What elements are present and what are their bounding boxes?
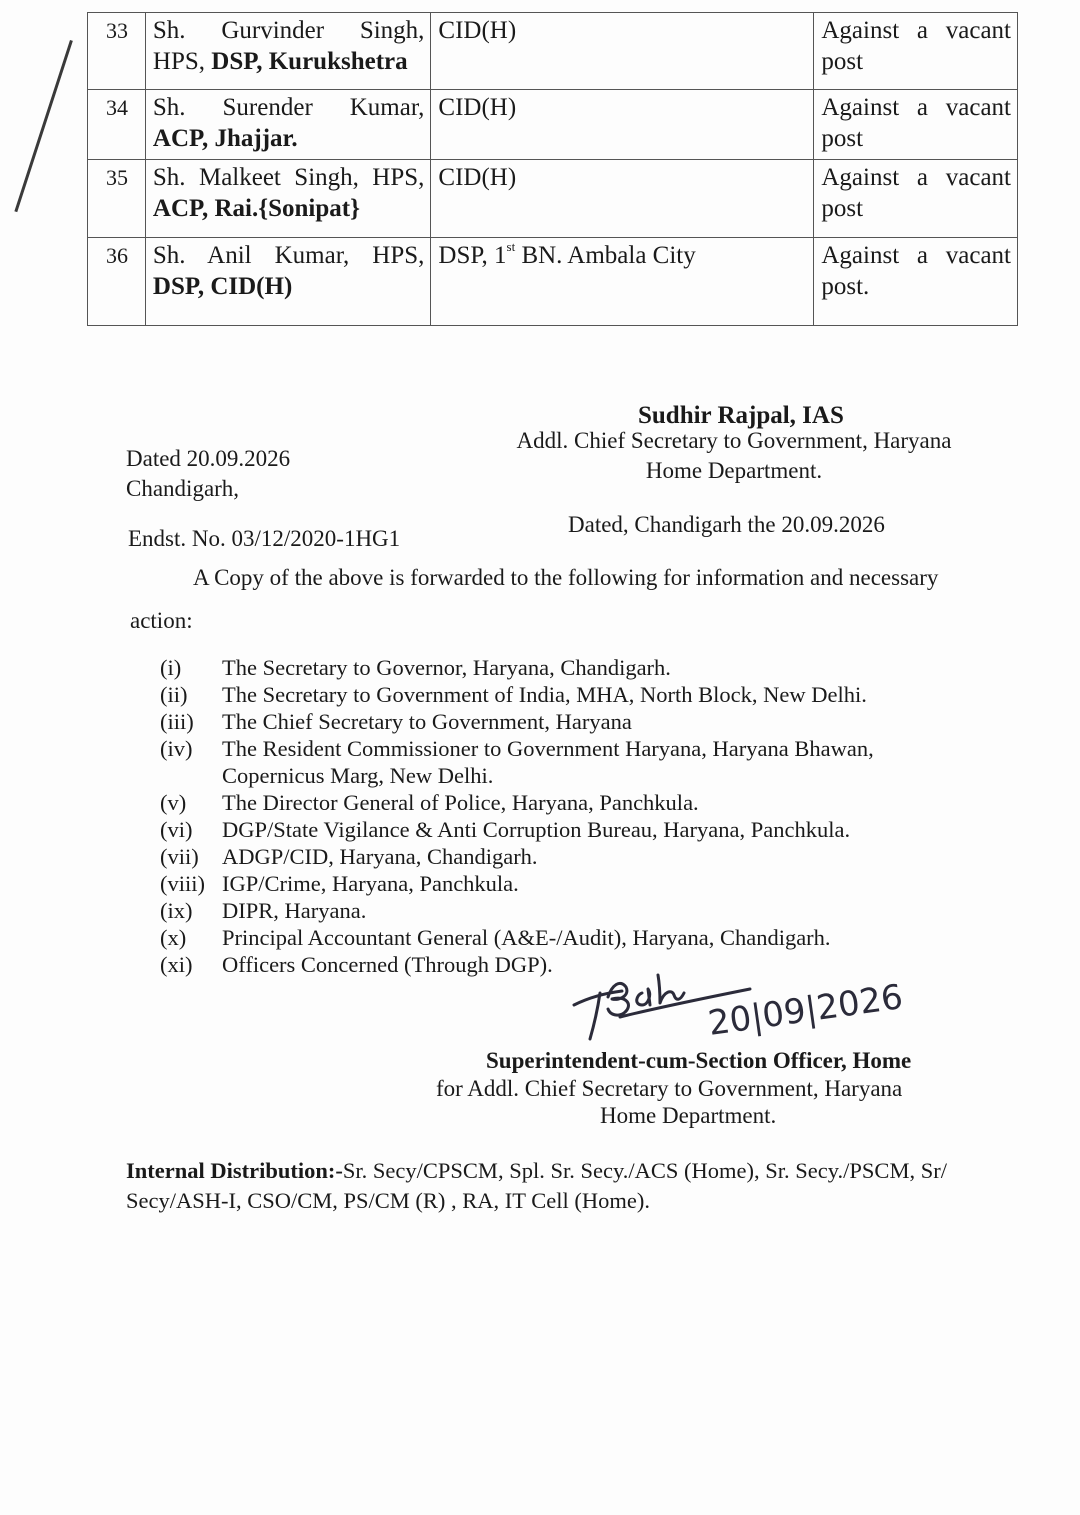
- new-posting-ordinal: st: [506, 239, 516, 254]
- remarks-line2: post.: [821, 273, 870, 300]
- recipient-item: [160, 681, 920, 708]
- recipient-number: (x): [160, 925, 187, 950]
- recipient-text: Principal Accountant General (A&E-/Audit), Haryana, Chandigarh.: [222, 925, 831, 950]
- officer-name: Sh. Surender Kumar,: [152, 94, 425, 121]
- remarks-cell: [814, 160, 1018, 238]
- dated-block: [126, 444, 290, 504]
- internal-distribution: [126, 1156, 958, 1216]
- postings-table: [87, 12, 1018, 326]
- recipient-item: [160, 708, 920, 735]
- remarks-cell: [814, 238, 1018, 326]
- serial-number: 35: [105, 165, 128, 190]
- recipient-number: (xi): [160, 952, 193, 977]
- recipient-text: IGP/Crime, Haryana, Panchkula.: [222, 871, 519, 896]
- table-row: [88, 90, 1018, 160]
- recipient-item: [160, 897, 920, 924]
- section-officer-for-line: for Addl. Chief Secretary to Government, Haryana: [436, 1076, 903, 1101]
- recipient-number: (v): [160, 790, 187, 815]
- recipient-item: [160, 654, 920, 681]
- copy-forward-line: A Copy of the above is forwarded to the following for information and necessary: [193, 565, 939, 590]
- section-officer-title: Superintendent-cum-Section Officer, Home: [486, 1048, 912, 1073]
- handwritten-signature: [560, 935, 980, 1050]
- dated-line: Dated 20.09.2026: [126, 446, 291, 471]
- recipient-number: (ii): [160, 682, 188, 707]
- recipient-number: (ix): [160, 898, 193, 923]
- new-posting-cell: [431, 90, 814, 160]
- internal-distribution-text: Sr. Secy/CPSCM, Spl. Sr. Secy./ACS (Home), Sr. Secy./PSCM, Sr/ Secy/ASH-I, CSO/CM, PS/CM (R) , RA, IT Cell (Home).: [126, 1158, 947, 1213]
- serial-number: 33: [105, 18, 128, 43]
- officer-name-cell: [145, 160, 431, 238]
- officer-name: Sh. Malkeet Singh, HPS,: [152, 164, 425, 191]
- recipient-item: [160, 843, 920, 870]
- remarks-line2: post: [821, 48, 864, 75]
- recipient-list: [160, 654, 920, 978]
- recipient-number: (iv): [160, 736, 193, 761]
- recipient-text: DIPR, Haryana.: [222, 898, 367, 923]
- recipient-text: The Chief Secretary to Government, Haryana: [222, 709, 632, 734]
- table-row: [88, 13, 1018, 90]
- serial-number-cell: [88, 160, 146, 238]
- new-posting: CID(H): [438, 17, 517, 44]
- signatory-title-line2: Home Department.: [645, 458, 823, 483]
- officer-service: HPS,: [152, 48, 212, 75]
- new-posting: DSP, 1: [438, 242, 507, 269]
- officer-name-cell: [145, 13, 431, 90]
- recipient-item: [160, 870, 920, 897]
- new-posting-rest: BN. Ambala City: [515, 242, 696, 269]
- place-line: Chandigarh,: [126, 476, 240, 501]
- recipient-number: (vi): [160, 817, 193, 842]
- officer-current-posting: DSP, CID(H): [152, 273, 293, 300]
- remarks-cell: [814, 13, 1018, 90]
- recipient-number: (vii): [160, 844, 199, 869]
- serial-number: 36: [105, 243, 128, 268]
- remarks-line2: post: [821, 195, 864, 222]
- remarks-line1: Against a vacant: [821, 17, 1011, 44]
- serial-number-cell: [88, 90, 146, 160]
- officer-name-cell: [145, 90, 431, 160]
- serial-number-cell: [88, 13, 146, 90]
- recipient-number: (viii): [160, 871, 205, 896]
- table-row: [88, 238, 1018, 326]
- remarks-line1: Against a vacant: [821, 242, 1011, 269]
- serial-number-cell: [88, 238, 146, 326]
- endorsement-date: Dated, Chandigarh the 20.09.2026: [568, 512, 885, 537]
- recipient-text: ADGP/CID, Haryana, Chandigarh.: [222, 844, 538, 869]
- remarks-line1: Against a vacant: [821, 164, 1011, 191]
- recipient-text: The Secretary to Government of India, MHA, North Block, New Delhi.: [222, 682, 867, 707]
- signatory-title-line1: Addl. Chief Secretary to Government, Haryana: [516, 428, 952, 453]
- table-row: [88, 160, 1018, 238]
- officer-name: Sh. Gurvinder Singh,: [152, 17, 425, 44]
- copy-forward-line2: action:: [130, 608, 193, 633]
- recipient-text: The Secretary to Governor, Haryana, Chandigarh.: [222, 655, 671, 680]
- officer-name-cell: [145, 238, 431, 326]
- recipient-text: DGP/State Vigilance & Anti Corruption Bureau, Haryana, Panchkula.: [222, 817, 851, 842]
- serial-number: 34: [105, 95, 128, 120]
- endorsement-number: Endst. No. 03/12/2020-1HG1: [128, 526, 401, 551]
- new-posting: CID(H): [438, 94, 517, 121]
- recipient-number: (iii): [160, 709, 194, 734]
- section-officer-dept: Home Department.: [600, 1103, 777, 1128]
- officer-current-posting: ACP, Rai.{Sonipat}: [152, 195, 360, 222]
- signatory-title: [516, 426, 952, 486]
- remarks-line1: Against a vacant: [821, 94, 1011, 121]
- new-posting-cell: [431, 160, 814, 238]
- remarks-cell: [814, 90, 1018, 160]
- officer-name: Sh. Anil Kumar, HPS,: [152, 242, 425, 269]
- recipient-item: [160, 789, 920, 816]
- recipient-item: [160, 735, 920, 789]
- new-posting: CID(H): [438, 164, 517, 191]
- officer-current-posting: ACP, Jhajjar.: [152, 125, 298, 152]
- signatory-name: Sudhir Rajpal, IAS: [638, 402, 844, 429]
- scan-edge-line: [14, 40, 72, 212]
- recipient-text: The Director General of Police, Haryana, Panchkula.: [222, 790, 699, 815]
- new-posting-cell: [431, 13, 814, 90]
- recipient-text: Officers Concerned (Through DGP).: [222, 952, 553, 977]
- recipient-number: (i): [160, 655, 182, 680]
- new-posting-cell: [431, 238, 814, 326]
- handwritten-date: 20|09|2026: [705, 977, 906, 1044]
- recipient-text: The Resident Commissioner to Government Haryana, Haryana Bhawan, Copernicus Marg, New Delhi.: [222, 736, 874, 788]
- remarks-line2: post: [821, 125, 864, 152]
- officer-current-posting: DSP, Kurukshetra: [211, 48, 408, 75]
- internal-distribution-label: Internal Distribution:-: [126, 1158, 343, 1183]
- recipient-item: [160, 816, 920, 843]
